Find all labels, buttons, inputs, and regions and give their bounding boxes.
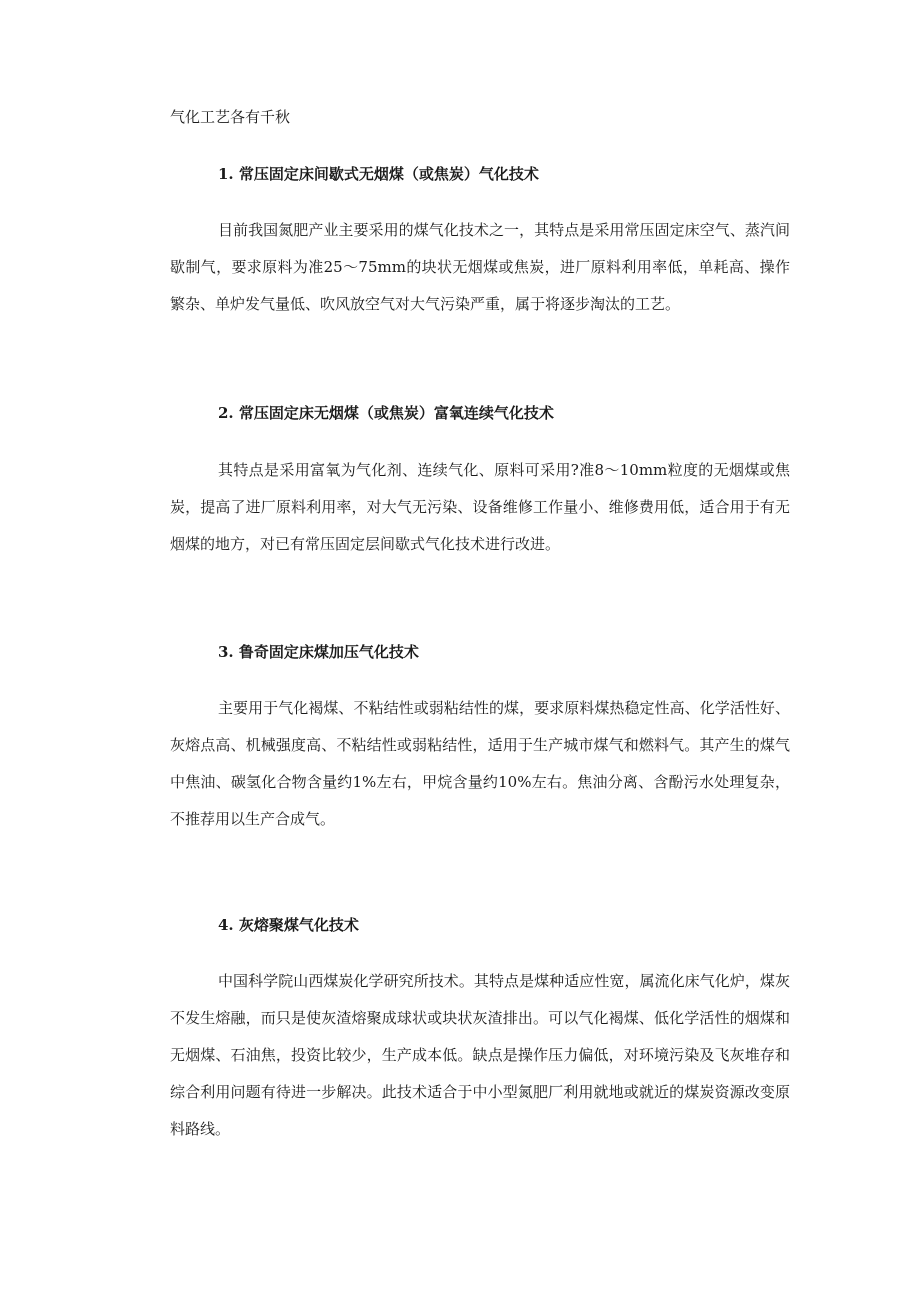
section-3-body: 主要用于气化褐煤、不粘结性或弱粘结性的煤，要求原料煤热稳定性高、化学活性好、灰熔点高、机械强度高、不粘结性或弱粘结性，适用于生产城市煤气和燃料气。其产生的煤气中焦油、碳氢化合物含量约1%左右，甲烷含量约10%左右。焦油分离、含酚污水处理复杂，不推荐用以生产合成气。 (170, 699, 790, 828)
section-3-heading: 3. 鲁奇固定床煤加压气化技术 (218, 643, 419, 661)
section-2-body: 其特点是采用富氧为气化剂、连续气化、原料可采用?准8～10mm粒度的无烟煤或焦炭，提高了进厂原料利用率，对大气无污染、设备维修工作量小、维修费用低，适合用于有无烟煤的地方，对已有常压固定层间歇式气化技术进行改进。 (170, 461, 790, 553)
document-title: 气化工艺各有千秋 (170, 108, 291, 126)
section-1-body: 目前我国氮肥产业主要采用的煤气化技术之一，其特点是采用常压固定床空气、蒸汽间歇制气，要求原料为准25～75mm的块状无烟煤或焦炭，进厂原料利用率低，单耗高、操作繁杂、单炉发气量低、吹风放空气对大气污染严重，属于将逐步淘汰的工艺。 (170, 221, 790, 313)
section-1-heading: 1. 常压固定床间歇式无烟煤（或焦炭）气化技术 (218, 165, 539, 183)
section-4-body: 中国科学院山西煤炭化学研究所技术。其特点是煤种适应性宽，属流化床气化炉，煤灰不发生熔融，而只是使灰渣熔聚成球状或块状灰渣排出。可以气化褐煤、低化学活性的烟煤和无烟煤、石油焦，投资比较少，生产成本低。缺点是操作压力偏低，对环境污染及飞灰堆存和综合利用问题有待进一步解决。此技术适合于中小型氮肥厂利用就地或就近的煤炭资源改变原料路线。 (170, 972, 790, 1138)
section-4-heading: 4. 灰熔聚煤气化技术 (218, 916, 359, 934)
section-2-heading: 2. 常压固定床无烟煤（或焦炭）富氧连续气化技术 (218, 404, 554, 422)
